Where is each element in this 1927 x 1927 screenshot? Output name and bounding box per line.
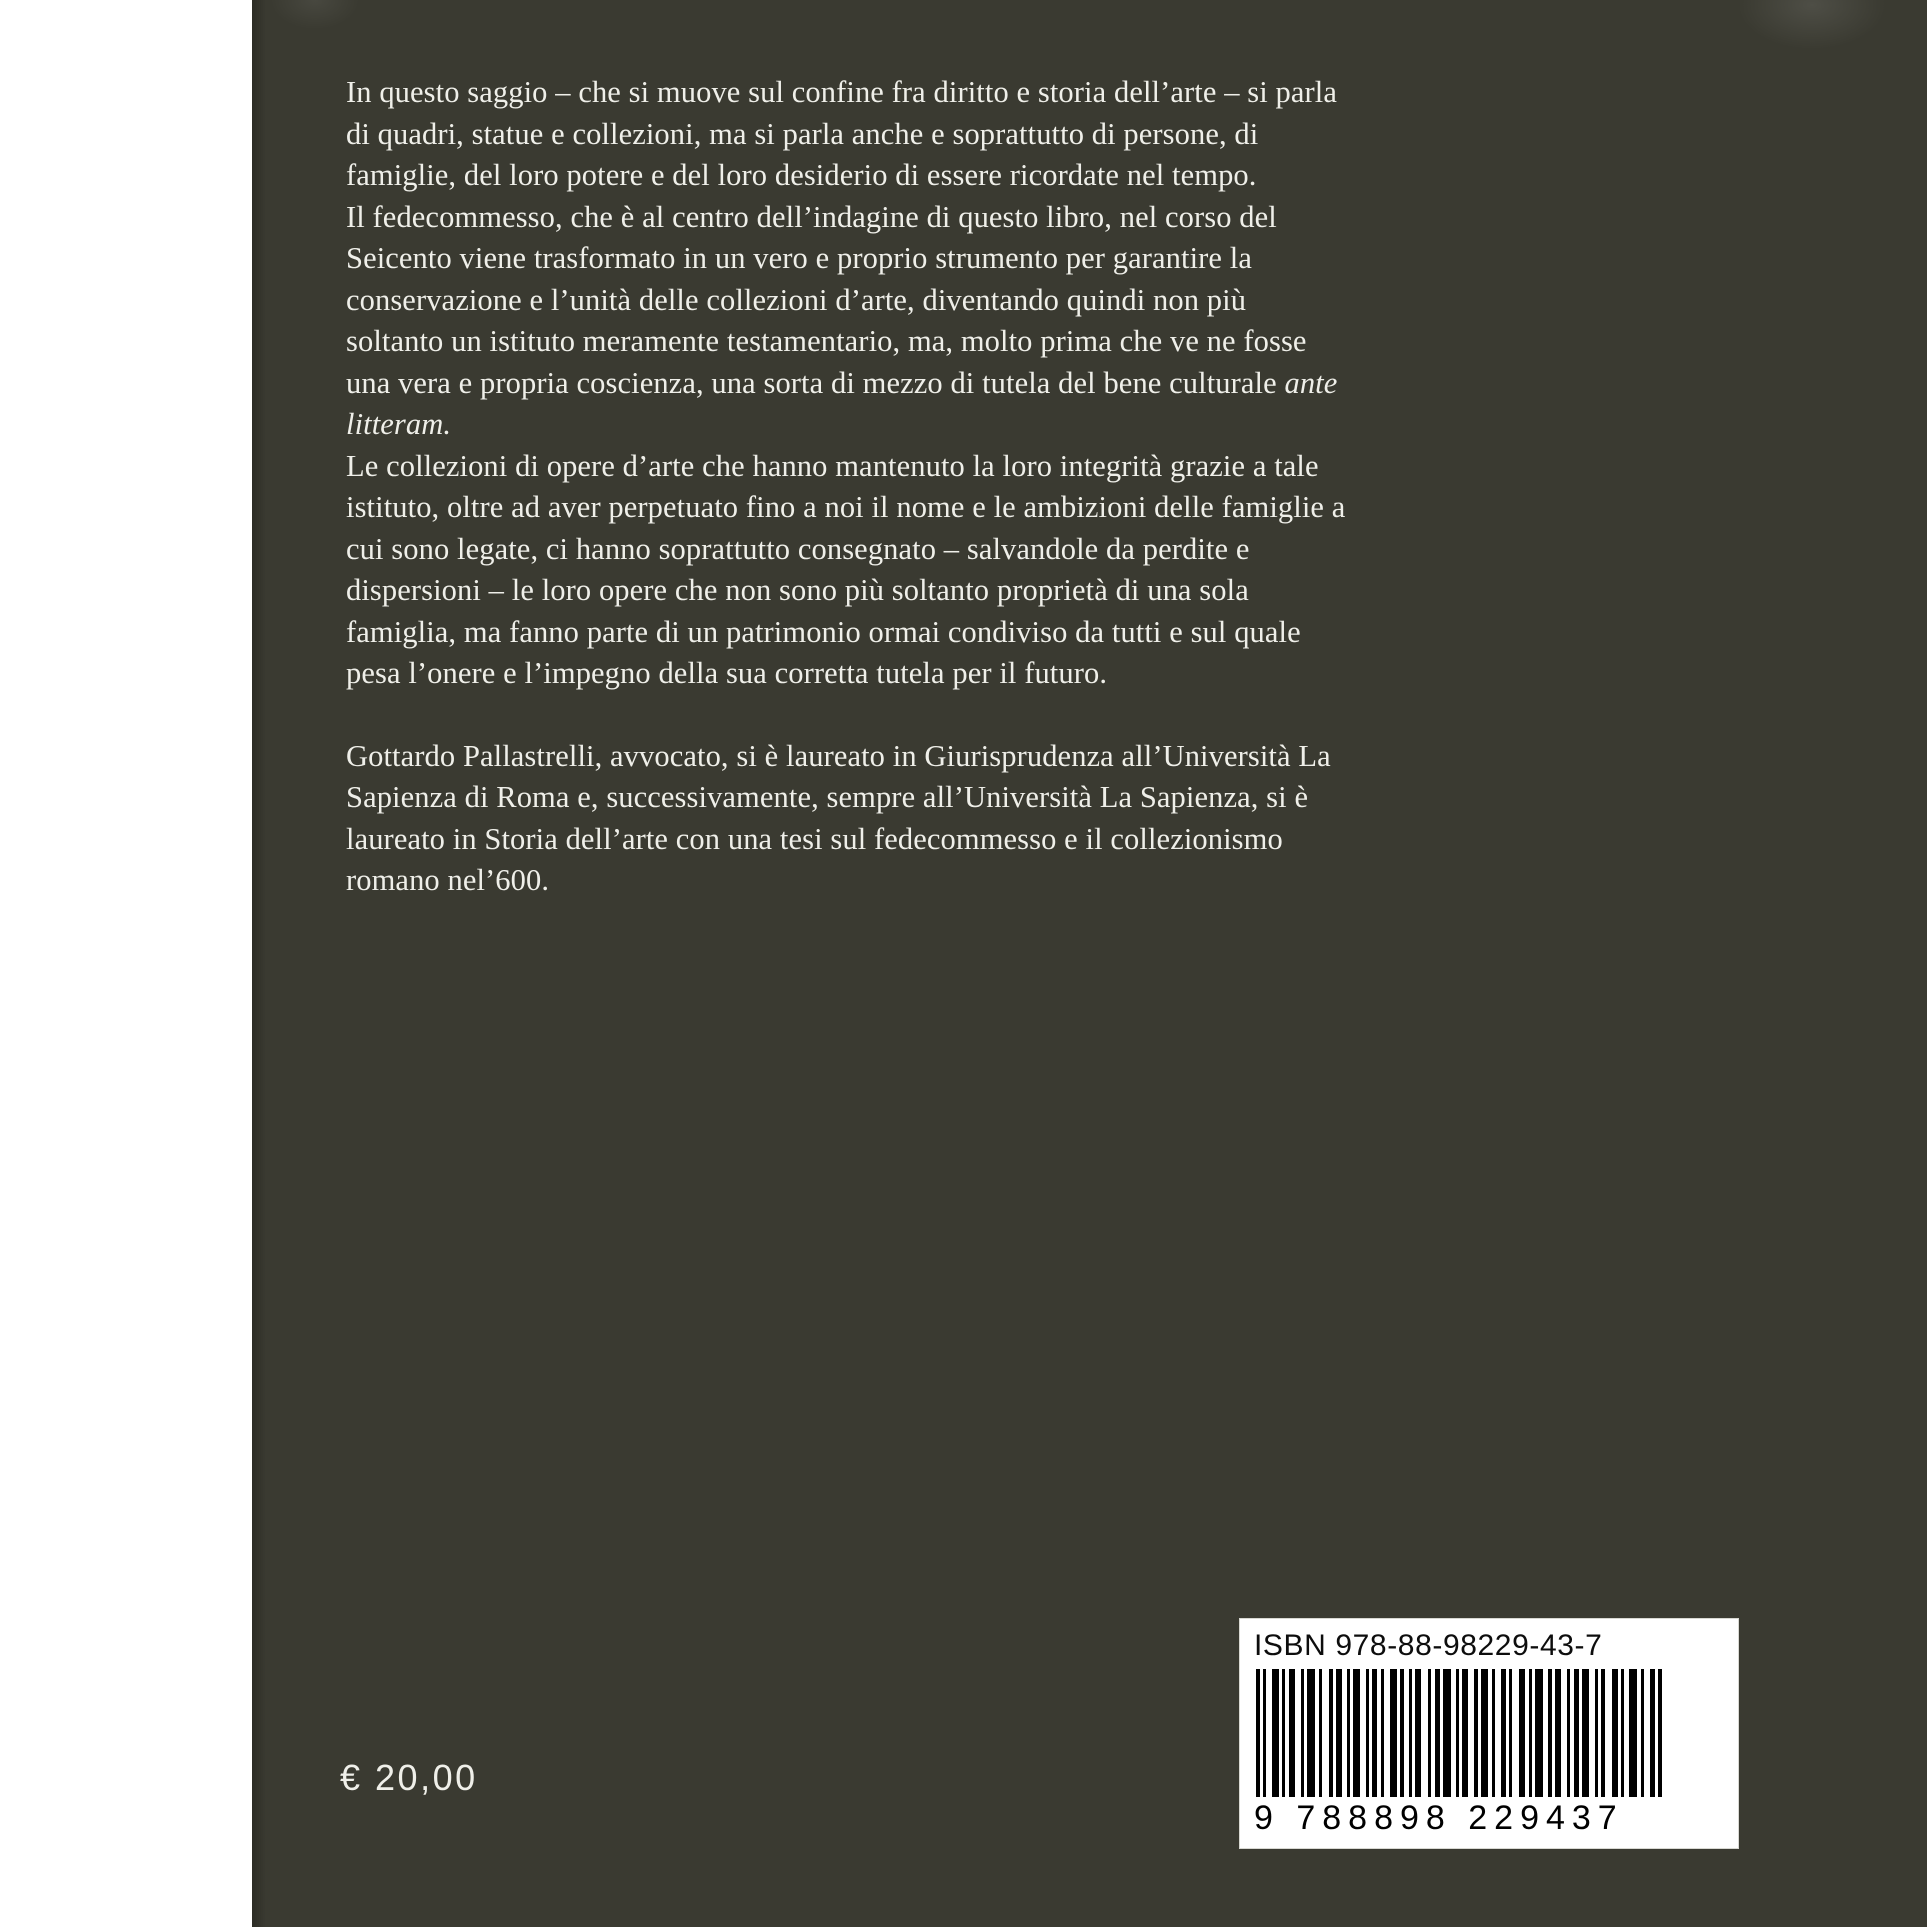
blurb-italic-tail: . — [443, 407, 452, 441]
barcode-bars-icon — [1256, 1669, 1722, 1797]
price-label: € 20,00 — [340, 1757, 478, 1798]
blurb-paragraph-1: In questo saggio – che si muove sul confine fra diritto e storia dell’arte – si parla di quadri, statue e collezioni, ma si parla anche e soprattutto di persone, di famiglie, del loro potere e del loro desiderio di essere ricordate nel tempo. — [346, 75, 1337, 192]
ean-digits — [1240, 1799, 1738, 1848]
blurb-paragraph-2 — [346, 197, 1346, 446]
blurb-italic-phrase: ante litteram — [346, 365, 1338, 441]
spine-edge-shadow — [252, 0, 266, 1927]
author-bio-paragraph: Gottardo Pallastrelli, avvocato, si è laureato in Giurisprudenza all’Università La Sapienza di Roma e, successivamente, sempre all’Università La Sapienza, si è laureato in Storia dell’arte con una tesi sul fedecommesso e il collezionismo romano nel’600. — [346, 738, 1331, 897]
blurb-paragraph-3: Le collezioni di opere d’arte che hanno mantenuto la loro integrità grazie a tale istituto, oltre ad aver perpetuato fino a noi il nome e le ambizioni delle famiglie a cui sono legate, ci hanno soprattutto consegnato – salvandole da perdite e dispersioni – le loro opere che non sono più soltanto proprietà di una sola famiglia, ma fanno parte di un patrimonio ormai condiviso da tutti e sul quale pesa l’onere e l’impegno della sua corretta tutela per il futuro. — [346, 448, 1346, 690]
barcode-block — [1239, 1618, 1739, 1849]
glare-highlight-secondary-icon — [270, 0, 360, 30]
book-cover — [252, 0, 1927, 1927]
back-cover-blurb — [346, 72, 1346, 902]
blurb-paragraph-2-text: Il fedecommesso, che è al centro dell’indagine di questo libro, nel corso del Seicento viene trasformato in un vero e proprio strumento per garantire la conservazione e l’unità delle collezioni d’arte, diventando quindi non più soltanto un istituto meramente testamentario, ma, molto prima che ve ne fosse una vera e propria coscienza, una sorta di mezzo di tutela del bene culturale — [346, 199, 1307, 400]
ean-digits-text: 9 788898 229437 — [1254, 1799, 1624, 1837]
isbn-label: ISBN 978-88-98229-43-7 — [1254, 1629, 1603, 1662]
glare-highlight-icon — [1737, 0, 1887, 50]
